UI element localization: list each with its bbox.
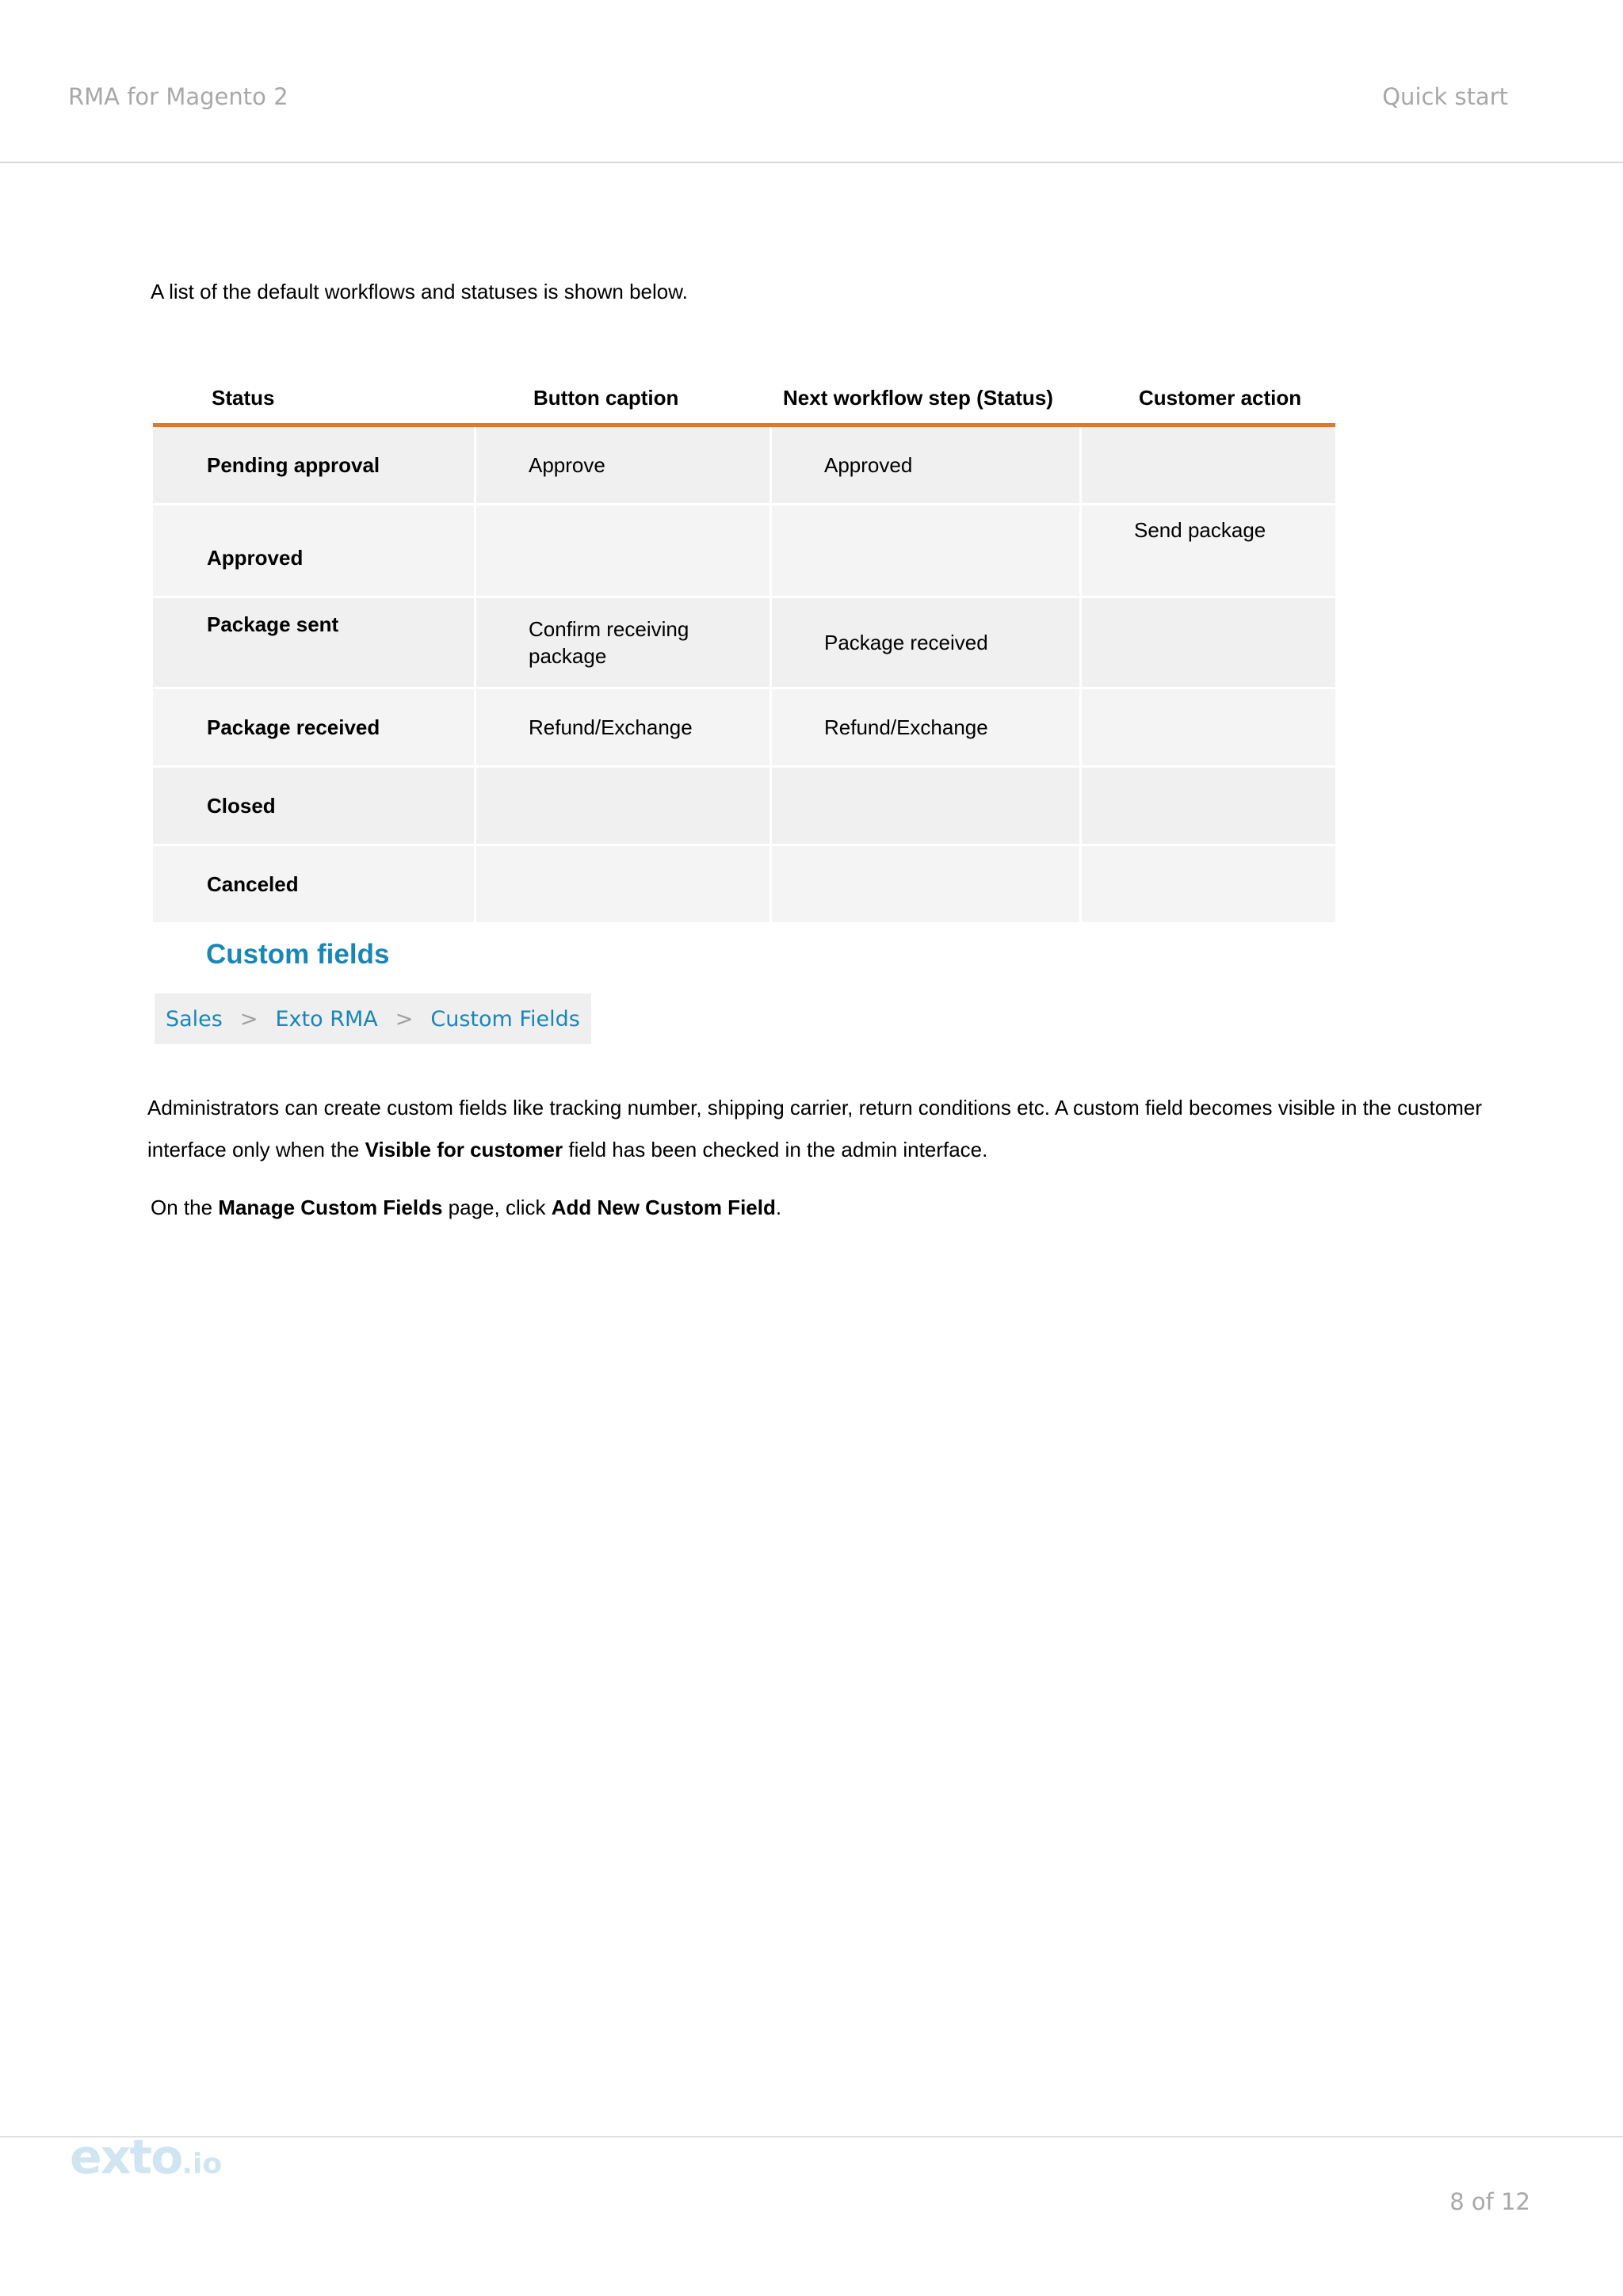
header-customer-action: Customer action — [1082, 372, 1335, 427]
breadcrumb-item-custom-fields[interactable]: Custom Fields — [430, 1006, 580, 1032]
cell-action — [1082, 846, 1335, 925]
cell-button — [476, 505, 772, 598]
workflow-table — [153, 372, 1335, 925]
para2-text-a: On the — [151, 1196, 219, 1219]
breadcrumb-separator: > — [395, 1006, 414, 1032]
table-row — [153, 598, 1335, 689]
cell-next — [772, 768, 1082, 846]
cell-button: Approve — [476, 427, 772, 505]
page-footer — [0, 2136, 1623, 2296]
cell-status: Canceled — [153, 846, 476, 925]
section-title-custom-fields: Custom fields — [206, 939, 390, 970]
cell-next: Refund/Exchange — [772, 689, 1082, 768]
cell-status: Closed — [153, 768, 476, 846]
para1-text-a: Administrators can create custom fields like tracking number, shipping carrier, return conditions etc. A custom field becomes visible in the customer interface only when the — [147, 1096, 1482, 1161]
cell-button — [476, 846, 772, 925]
intro-text: A list of the default workflows and statuses is shown below. — [151, 280, 688, 303]
page-header — [0, 0, 1623, 163]
cell-status: Approved — [153, 505, 476, 598]
cell-action — [1082, 598, 1335, 689]
para2-bold-manage: Manage Custom Fields — [218, 1196, 443, 1219]
header-status: Status — [153, 372, 476, 427]
header-button-caption: Button caption — [476, 372, 772, 427]
para2-bold-add-new: Add New Custom Field — [551, 1196, 776, 1219]
cell-action — [1082, 768, 1335, 846]
breadcrumb-separator: > — [239, 1006, 258, 1032]
logo-suffix: .io — [181, 2148, 223, 2180]
table-header-row — [153, 372, 1335, 427]
table-row — [153, 768, 1335, 846]
cell-next: Approved — [772, 427, 1082, 505]
page-number: 8 of 12 — [1449, 2188, 1530, 2215]
table-row — [153, 427, 1335, 505]
cell-status: Package received — [153, 689, 476, 768]
header-next-step: Next workflow step (Status) — [772, 372, 1082, 427]
exto-logo — [70, 2130, 222, 2185]
breadcrumb — [155, 994, 591, 1044]
logo-main: exto — [70, 2130, 182, 2185]
cell-next: Package received — [772, 598, 1082, 689]
para1-text-b: field has been checked in the admin interface. — [563, 1138, 988, 1161]
cell-action — [1082, 427, 1335, 505]
doc-title: RMA for Magento 2 — [68, 83, 288, 110]
table-row — [153, 689, 1335, 768]
breadcrumb-item-exto-rma[interactable]: Exto RMA — [275, 1006, 378, 1032]
para2-text-c: . — [775, 1196, 782, 1219]
table-row — [153, 505, 1335, 598]
cell-next — [772, 505, 1082, 598]
cell-status: Pending approval — [153, 427, 476, 505]
custom-fields-description — [147, 1087, 1482, 1171]
para2-text-b: page, click — [442, 1196, 552, 1219]
cell-button: Refund/Exchange — [476, 689, 772, 768]
breadcrumb-item-sales[interactable]: Sales — [166, 1006, 223, 1032]
table-row — [153, 846, 1335, 925]
custom-fields-instruction — [151, 1196, 781, 1220]
cell-action: Send package — [1082, 505, 1335, 598]
cell-next — [772, 846, 1082, 925]
cell-status: Package sent — [153, 598, 476, 689]
cell-button — [476, 768, 772, 846]
cell-button: Confirm receiving package — [476, 598, 772, 689]
para1-bold: Visible for customer — [365, 1138, 563, 1161]
cell-action — [1082, 689, 1335, 768]
section-name: Quick start — [1382, 83, 1508, 110]
